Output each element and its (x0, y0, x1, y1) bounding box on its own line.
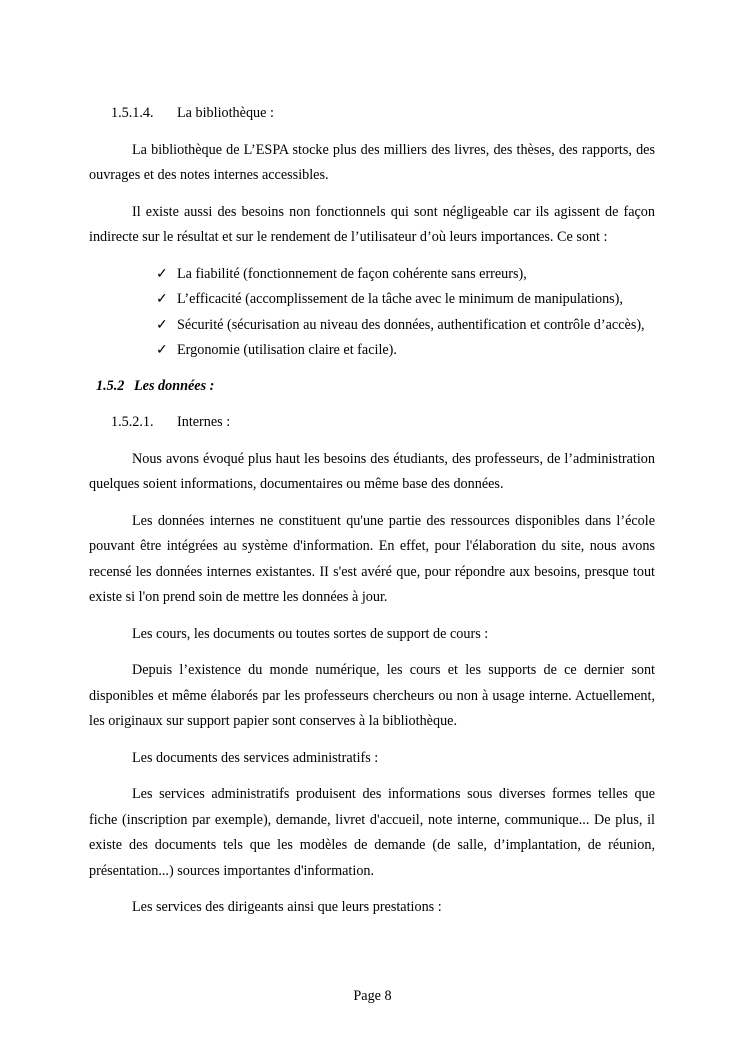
heading-number: 1.5.2 (96, 377, 125, 394)
paragraph-admin: Les services administratifs produisent des informations sous diverses formes telles que fiche (inscription par exemple), demande, livret d'accueil, note interne, communique... De plus, il existe des documents tels que les modèles de demande (de salle, d’implantation, de réunion, présentation...) sources importantes d'information. (89, 786, 655, 879)
paragraph-admin-title: Les documents des services administratifs : (132, 749, 379, 766)
list-item-text: L’efficacité (accomplissement de la tâche avec le minimum de manipulations), (177, 291, 623, 307)
paragraph-nonfunctional-needs: Il existe aussi des besoins non fonctionnels qui sont négligeable car ils agissent de façon indirecte sur le résultat et sur le rendement de l’utilisateur d’où leurs importances. Ce sont : (89, 203, 655, 245)
paragraph-leaders-title: Les services des dirigeants ainsi que leurs prestations : (132, 899, 442, 915)
paragraph-internal-data: Les données internes ne constituent qu'une partie des ressources disponibles dans l’école pouvant être intégrées au système d'information. En effet, pour l'élaboration du site, nous avons recensé les données internes existantes. II s'est avéré que, pour répondre aux besoins, presque tout existe si l'on prend soin de mettre les données à jour. (89, 512, 655, 605)
list-item (156, 287, 655, 313)
checkmark-icon: ✓ (156, 316, 168, 333)
list-item-text: La fiabilité (fonctionnement de façon cohérente sans erreurs), (177, 265, 527, 282)
paragraph-needs: Nous avons évoqué plus haut les besoins des étudiants, des professeurs, de l’administration quelques soient informations, documentaires ou même base des données. (89, 450, 655, 492)
nonfunctional-checklist (89, 262, 655, 364)
paragraph-courses-title: Les cours, les documents ou toutes sortes de support de cours : (132, 625, 489, 642)
paragraph-courses: Depuis l’existence du monde numérique, les cours et les supports de ce dernier sont disponibles et même élaborés par les professeurs chercheurs ou non à usage interne. Actuellement, les originaux sur support papier sont conserves à la bibliothèque. (89, 662, 655, 729)
heading-number: 1.5.1.4. (111, 105, 154, 121)
list-item-text: Ergonomie (utilisation claire et facile). (177, 342, 397, 358)
list-item (156, 338, 655, 364)
heading-title: Internes : (177, 414, 231, 430)
page-content (89, 101, 655, 932)
heading-1-5-2-1 (89, 410, 655, 436)
paragraph-library: La bibliothèque de L’ESPA stocke plus des milliers des livres, des thèses, des rapports, des ouvrages et des notes internes accessibles. (89, 141, 655, 183)
checkmark-icon: ✓ (156, 342, 168, 358)
checkmark-icon: ✓ (156, 291, 168, 307)
list-item-text: Sécurité (sécurisation au niveau des données, authentification et contrôle d’accès), (177, 316, 645, 333)
list-item (156, 313, 655, 339)
heading-title: La bibliothèque : (177, 105, 274, 121)
heading-number: 1.5.2.1. (111, 414, 154, 430)
page-number: Page 8 (353, 988, 392, 1004)
heading-1-5-1-4 (89, 101, 655, 127)
list-item (156, 262, 655, 288)
heading-1-5-2 (89, 374, 655, 400)
heading-title: Les données : (134, 377, 215, 394)
checkmark-icon: ✓ (156, 265, 168, 282)
